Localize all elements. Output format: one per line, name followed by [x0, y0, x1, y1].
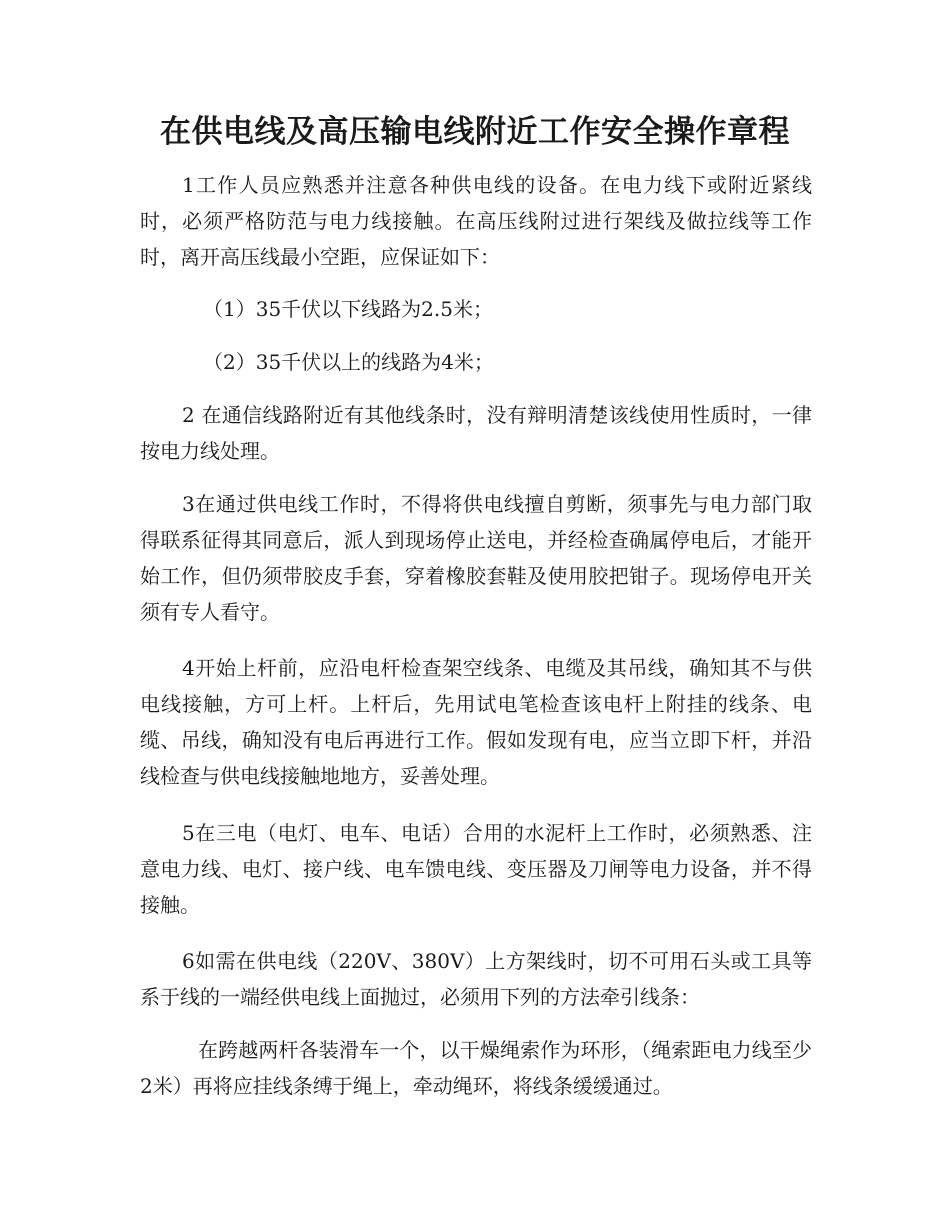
- list-item-1: （1）35千伏以下线路为2.5米；: [203, 297, 493, 321]
- paragraph-7: 在跨越两杆各装滑车一个，以干燥绳索作为环形，（绳索距电力线至少2米）再将应挂线条缚于绳上，牵动绳环，将线条缓缓通过。: [140, 1038, 812, 1098]
- paragraph-6: 6如需在供电线（220V、380V）上方架线时，切不可用石头或工具等系于线的一端经供电线上面抛过，必须用下列的方法牵引线条：: [140, 949, 812, 1009]
- paragraph-2: 2 在通信线路附近有其他线条时，没有辩明清楚该线使用性质时，一律按电力线处理。: [140, 403, 812, 463]
- paragraph-4: 4开始上杆前，应沿电杆检查架空线条、电缆及其吊线，确知其不与供电线接触，方可上杆。上杆后，先用试电笔检查该电杆上附挂的线条、电缆、吊线，确知没有电后再进行工作。假如发现有电，应当立即下杆，并沿线检查与供电线接触地地方，妥善处理。: [140, 656, 812, 788]
- document-title: 在供电线及高压输电线附近工作安全操作章程: [160, 114, 790, 150]
- paragraph-1: 1工作人员应熟悉并注意各种供电线的设备。在电力线下或附近紧线时，必须严格防范与电力线接触。在高压线附过进行架线及做拉线等工作时，离开高压线最小空距，应保证如下：: [140, 173, 812, 269]
- paragraph-3: 3在通过供电线工作时，不得将供电线擅自剪断，须事先与电力部门取得联系征得其同意后，派人到现场停止送电，并经检查确属停电后，才能开始工作，但仍须带胶皮手套，穿着橡胶套鞋及使用胶把钳子。现场停电开关须有专人看守。: [140, 492, 812, 624]
- list-item-2: （2）35千伏以上的线路为4米；: [203, 350, 494, 374]
- paragraph-5: 5在三电（电灯、电车、电话）合用的水泥杆上工作时，必须熟悉、注意电力线、电灯、接户线、电车馈电线、变压器及刀闸等电力设备，并不得接触。: [140, 821, 812, 917]
